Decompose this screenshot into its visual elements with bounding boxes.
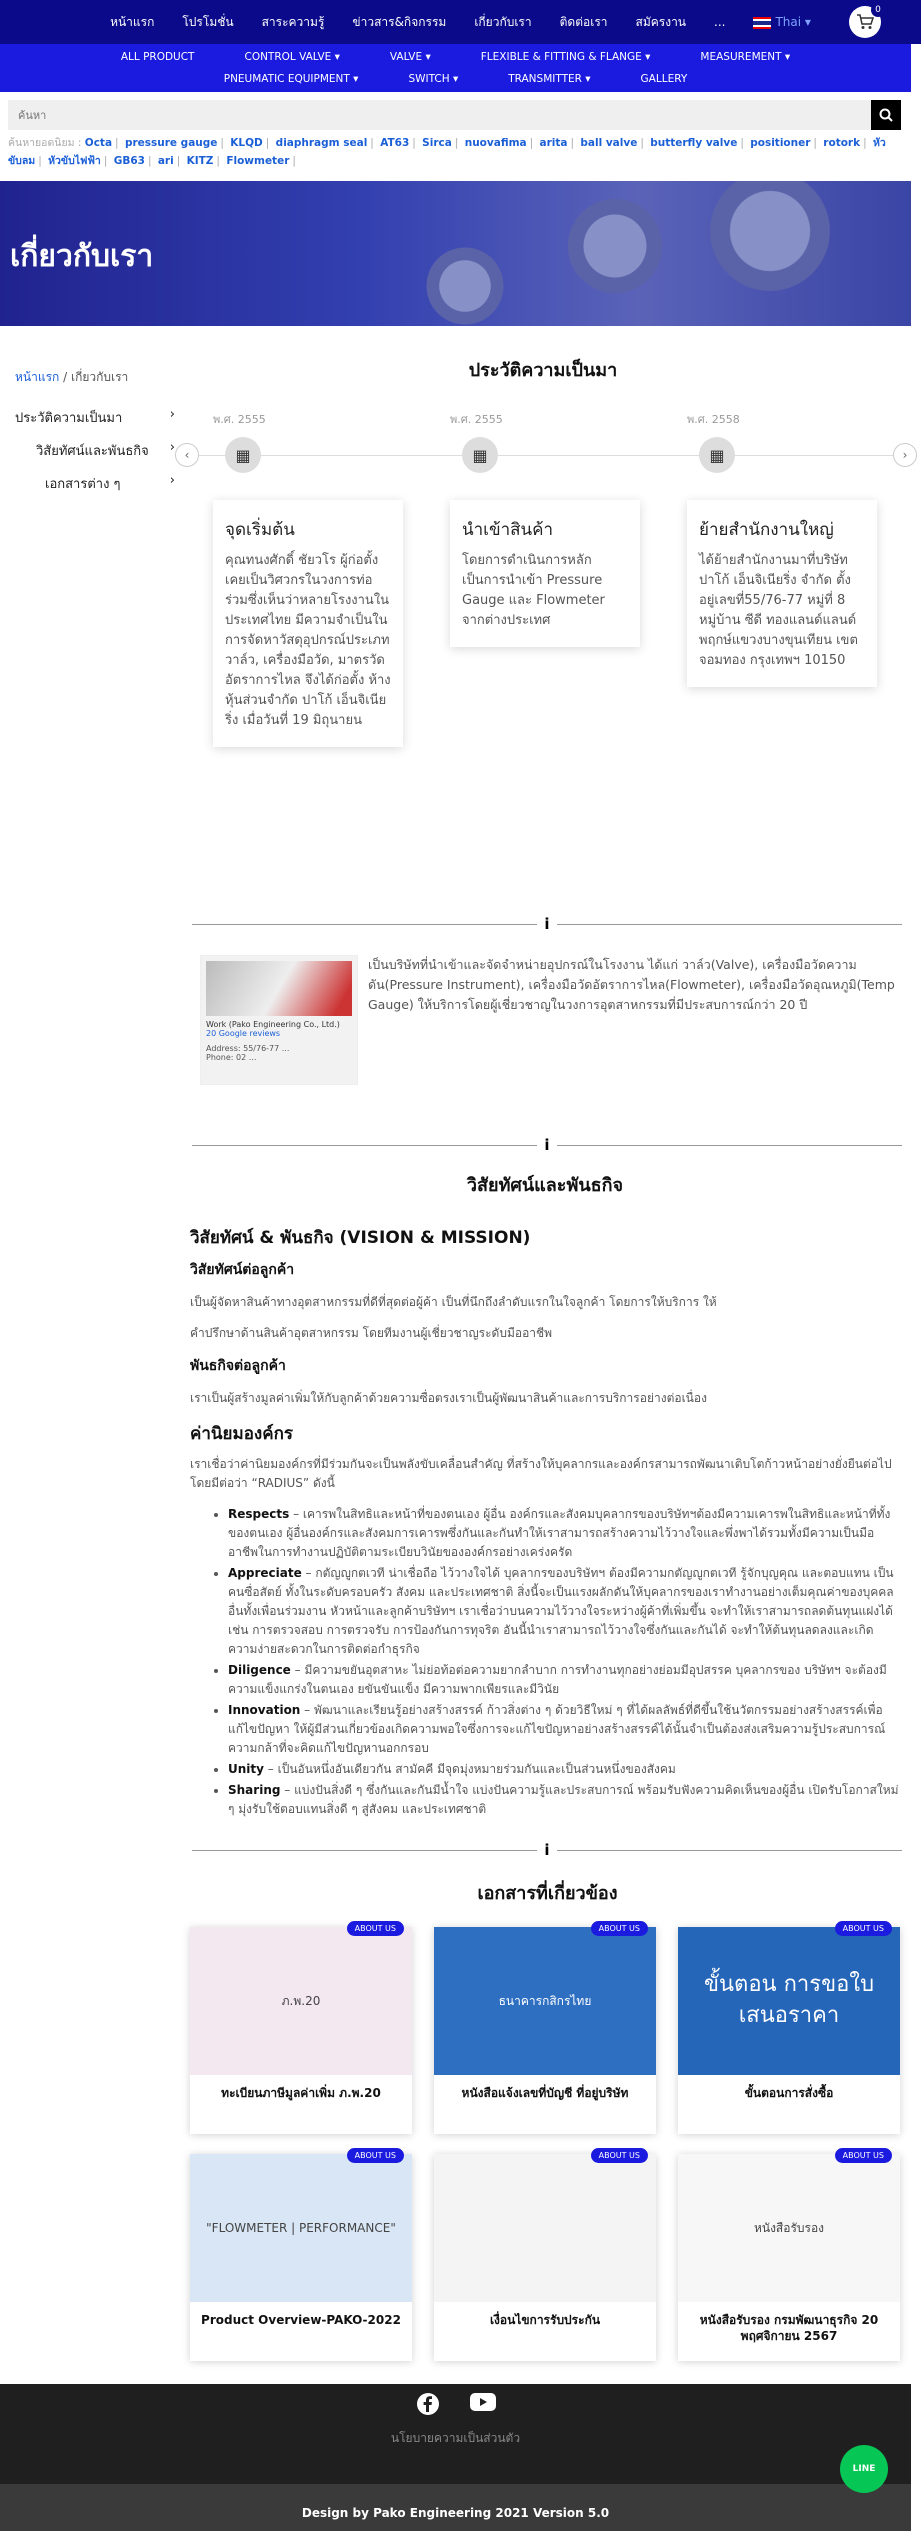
tag-separator: | (216, 155, 220, 167)
tag-separator: | (103, 155, 108, 167)
footer (0, 2384, 911, 2531)
sidebar-item-documents[interactable]: เอกสารต่าง ๆ › (45, 473, 175, 492)
thai-flag-icon (753, 17, 771, 29)
calendar-icon: ▦ (699, 437, 735, 473)
chevron-right-icon: › (169, 407, 175, 422)
breadcrumb-current: เกี่ยวกับเรา (70, 370, 129, 384)
nav-about[interactable]: เกี่ยวกับเรา (474, 14, 532, 29)
calendar-icon: ▦ (462, 437, 498, 473)
popular-tag-link[interactable]: Octa (84, 137, 113, 149)
tag-separator: | (115, 137, 119, 149)
document-thumbnail: ธนาคารกสิกรไทย (434, 1927, 656, 2075)
list-item: • Sharing – แบ่งปันสิ่งดี ๆ ซึ่งกันและกันมีน้ำใจ แบ่งปันความรู้และประสบการณ์ พร้อมรับฟังความคิดเห็นของผู้อื่น เปิดรับโอกาสใหม่ ๆ มุ่งรับใช้ตอบแทนสิ่งดี ๆ สู่สังคม และประเทศชาติ (228, 1781, 900, 1819)
timeline-card-title: นำเข้าสินค้า (462, 520, 554, 540)
list-item: • Unity – เป็นอันหนึ่งอันเดียวกัน สามัคคี มีจุดมุ่งหมายร่วมกันและเป็นส่วนหนึ่งของสังคม (228, 1760, 900, 1779)
chevron-right-icon: › (169, 440, 175, 455)
info-icon: i (537, 914, 557, 934)
document-title: ขั้นตอนการสั่งซื้อ (744, 2086, 834, 2100)
popular-tag-link[interactable]: AT63 (380, 137, 410, 149)
vision-heading: วิสัยทัศน์ & พันธกิจ (VISION & MISSION) (190, 1228, 531, 1248)
document-card[interactable] (434, 2151, 656, 2361)
search-bar (8, 100, 901, 130)
popular-tag-link[interactable]: pressure gauge (124, 137, 218, 149)
list-item: • Innovation – พัฒนาและเรียนรู้อย่างสร้างสรรค์ ก้าวสิ่งต่าง ๆ ด้วยวิธีใหม่ ๆ ที่ได้ผลลัพธ์ที่ดีขึ้นใช้นวัตกรรมอย่างสร้างสรรค์เพื่อแก้ไขปัญหา ให้ผู้มีส่วนเกี่ยวข้องเกิดความพอใจซึ่งการจะแก้ไขปัญหาอย่างสร้างสรรค์ได้นั้นจำเป็นต้องส่งเสริมความรู้ประสบการณ์ความกล้าที่จะคิดแก้ไขปัญหานอกกรอบ (228, 1701, 900, 1758)
tag-separator: | (529, 137, 534, 149)
nav-home[interactable]: หน้าแรก (110, 14, 155, 29)
timeline-prev-button[interactable] (175, 443, 199, 467)
about-us-badge: ABOUT US (835, 1921, 892, 1936)
values-list (228, 1505, 900, 1819)
cart-icon (856, 14, 874, 30)
nav-contact[interactable]: ติดต่อเรา (559, 14, 608, 29)
copyright: Design by Pako Engineering 2021 Version 5.0 (301, 2506, 610, 2520)
tag-separator: | (265, 137, 270, 149)
tag-separator: | (813, 137, 817, 149)
category-bar (0, 44, 911, 92)
sidebar (15, 368, 175, 506)
timeline-card-title: จุดเริ่มต้น (225, 520, 295, 540)
document-thumbnail: หนังสือรับรอง (678, 2154, 900, 2302)
cat-valve[interactable]: VALVE ▾ (389, 51, 431, 63)
popular-searches (0, 130, 905, 174)
privacy-policy-link[interactable]: นโยบายความเป็นส่วนตัว (390, 2431, 521, 2445)
cat-control-valve[interactable]: CONTROL VALVE ▾ (244, 51, 340, 63)
timeline-card-body: คุณทนงศักดิ์ ชัยวโร ผู้ก่อตั้งเคยเป็นวิศวกรในวงการท่อร่วมซึ่งเห็นว่าหลายโรงงานในประเทศไทย มีความจำเป็นในการจัดหาวัสดุอุปกรณ์ประเภทวาล์ว, เครื่องมือวัด, มาตรวัดอัตราการไหล จึงได้ก่อตั้ง ห้างหุ้นส่วนจำกัด ปาโก้ เอ็นจิเนียริ่ง เมื่อวันที่ 19 มิถุนายน (225, 553, 391, 728)
document-title: ทะเบียนภาษีมูลค่าเพิ่ม ภ.พ.20 (221, 2086, 381, 2100)
timeline-card-title: ย้ายสำนักงานใหญ่ (699, 520, 834, 540)
top-nav (0, 0, 921, 44)
facebook-icon[interactable] (416, 2392, 440, 2416)
values-intro: เราเชื่อว่าค่านิยมองค์กรที่มีร่วมกันจะเป็นพลังขับเคลื่อนสำคัญ ที่สร้างให้บุคลากรและองค์กรสามารถพัฒนาเติบโตก้าวหน้าอย่างยั่งยืนต่อไป โดยมีต่อว่า “RADIUS” ดังนี้ (190, 1457, 892, 1490)
line-chat-button[interactable] (840, 2445, 888, 2493)
list-item: • Respects – เคารพในสิทธิและหน้าที่ของตนเอง ผู้อื่น องค์กรและสังคมบุคลากรของบริษัทฯต้องมีความเคารพในสิทธิและหน้าที่ทั้งของตนเอง ผู้อื่นองค์กรและสังคมการเคารพซึ่งกันและกันทำให้เราสามารถสร้างความไว้วางใจและพึ่งพาได้รวมทั้งมีความเป็นมืออาชีพในการทำงานปฏิบัติตามระเบียบวินัยขององค์กรอย่างเคร่งครัด (228, 1505, 900, 1562)
cat-gallery[interactable]: GALLERY (640, 73, 688, 85)
nav-news[interactable]: ข่าวสาร&กิจกรรม (352, 14, 447, 29)
sidebar-item-history[interactable]: ประวัติความเป็นมา › (15, 407, 175, 426)
timeline-card (450, 500, 640, 647)
bolt-image (420, 241, 510, 326)
nav-promotion[interactable]: โปรโมชั่น (182, 14, 234, 29)
documents-title: เอกสารที่เกี่ยวข้อง (477, 1883, 618, 1904)
tag-separator: | (454, 137, 459, 149)
hero-banner (0, 181, 911, 326)
document-thumbnail: "FLOWMETER | PERFORMANCE" (190, 2154, 412, 2302)
timeline-card (213, 500, 403, 747)
list-item: • Diligence – มีความขยันอุตสาหะ ไม่ย่อท้อต่อความยากลำบาก การทำงานทุกอย่างย่อมมีอุปสรรค บุคลากรของ บริษัทฯ จะต้องมีความแข็งแกร่งในตนเอง ยขันขันแข็ง มีความพากเพียรและมีวินัย (228, 1661, 900, 1699)
sidebar-item-vision[interactable]: วิสัยทัศน์และพันธกิจ › (36, 440, 175, 459)
customer-vision-heading: วิสัยทัศน์ต่อลูกค้า (190, 1262, 295, 1278)
timeline-line (175, 455, 905, 456)
tag-separator: | (147, 155, 152, 167)
language-switcher[interactable]: Thai ▾ (753, 15, 810, 29)
popular-label: ค้นหายอดนิยม : (8, 137, 82, 149)
popular-tag-link[interactable]: Sirca (422, 137, 452, 149)
customer-vision-text: เป็นผู้จัดหาสินค้าทางอุตสาหกรรมที่ดีที่สุดต่อผู้ค้า เป็นที่นึกถึงลำดับแรกในใจลูกค้า โดยการให้บริการ ให้ (190, 1295, 717, 1309)
document-thumbnail (434, 2154, 656, 2302)
document-thumbnail: ขั้นตอน การขอใบเสนอราคา (678, 1927, 900, 2075)
popular-tag-link[interactable]: ball valve (580, 137, 638, 149)
tag-separator: | (370, 137, 374, 149)
document-title: เงื่อนไขการรับประกัน (489, 2313, 601, 2327)
popular-tag-link[interactable]: Flowmeter (226, 155, 290, 167)
document-card[interactable] (678, 1924, 900, 2134)
tag-separator: | (863, 137, 867, 149)
company-map-image: Work (Pako Engineering Co., Ltd.) 20 Google reviews Address: 55/76-77 ... Phone: 02 ... (200, 955, 358, 1085)
youtube-icon[interactable] (470, 2392, 496, 2412)
calendar-icon: ▦ (225, 437, 261, 473)
document-card[interactable] (678, 2151, 900, 2361)
tag-separator: | (220, 137, 224, 149)
tag-separator: | (176, 155, 181, 167)
sidebar-menu (15, 407, 175, 494)
timeline-card-body: ได้ย้ายสำนักงานมาที่บริษัท ปาโก้ เอ็นจิเนียริ่ง จำกัด ตั้งอยู่เลขที่55/76-77 หมู่ที่ 8 หมู่บ้าน ซีดี ทองแลนด์แลนด์พฤกษ์แขวงบางขุนเทียน เขตจอมทอง กรุงเทพฯ 10150 (699, 553, 858, 668)
timeline-next-button[interactable] (893, 443, 917, 467)
bolt-image (700, 181, 840, 301)
cat-flexible[interactable]: FLEXIBLE & FITTING & FLANGE ▾ (480, 51, 651, 63)
popular-tag-link[interactable]: หัวขับไฟฟ้า (48, 155, 101, 167)
popular-tag-link[interactable]: diaphragm seal (275, 137, 368, 149)
timeline-date: พ.ศ. 2555 (213, 413, 266, 426)
popular-tag-link[interactable]: หัวขับลม (8, 137, 886, 167)
list-item: • Appreciate – กตัญญูกตเวที น่าเชื่อถือ ไว้วางใจได้ บุคลากรของบริษัทฯ ต้องมีความกตัญญูกตเวที รู้จักบุญคุณ และตอบแทน เป็นคนซื่อสัตย์ ทั้งในระดับครอบครัว สังคม และประเทศชาติ สิ่งนี้จะเป็นแรงผลักดันให้บุคลากรของเราทำงานอย่างเต็มคุณค่าของบุคคลอื่นทั้งเพื่อนร่วมงาน หัวหน้าและลูกค้าบริษัทฯ เราเชื่อว่าบนความไว้วางใจระหว่างผู้ค้าที่เพิ่มขึ้น จะทำให้เราสามารถลดต้นทุนแฝงได้ เช่น การตรวจสอบ การตรวจรับ การป้องกันการทุจริต อันนี้นำเราสามารถไว้วางใจซึ่งกันและกันได้ จะทำให้ต้นทุนลดลงและเกิดความง่ายสะดวกในการติดต่อกำธุรกิจ (228, 1564, 900, 1659)
cat-switch[interactable]: SWITCH ▾ (408, 73, 459, 85)
nav-careers[interactable]: สมัครงาน (635, 14, 687, 29)
document-card[interactable] (434, 1924, 656, 2134)
popular-tag-link[interactable]: arita (539, 137, 568, 149)
vision-mission-section (190, 1170, 900, 1821)
timeline-card-body: โดยการดำเนินการหลักเป็นการนำเข้า Pressure Gauge และ Flowmeter จากต่างประเทศ (462, 553, 605, 628)
social-icons (0, 2392, 911, 2416)
tag-separator: | (640, 137, 644, 149)
about-us-badge: ABOUT US (835, 2148, 892, 2163)
about-us-badge: ABOUT US (591, 2148, 648, 2163)
popular-tag-link[interactable]: GB63 (113, 155, 145, 167)
tag-separator: | (38, 155, 42, 167)
line-icon: LINE (852, 2464, 876, 2474)
values-heading: ค่านิยมองค์กร (190, 1424, 294, 1444)
popular-tag-link[interactable]: butterfly valve (650, 137, 738, 149)
search-icon (879, 108, 893, 122)
cat-pneumatic[interactable]: PNEUMATIC EQUIPMENT ▾ (223, 73, 359, 85)
tag-separator: | (570, 137, 575, 149)
about-section (200, 955, 900, 1085)
popular-tag-link[interactable]: ari (157, 155, 174, 167)
breadcrumb-home[interactable]: หน้าแรก (15, 370, 60, 384)
search-input[interactable] (8, 100, 871, 130)
bolt-image (560, 191, 670, 301)
tag-separator: | (292, 155, 296, 167)
tag-separator: | (412, 137, 416, 149)
breadcrumb: หน้าแรก / เกี่ยวกับเรา (15, 370, 129, 384)
about-us-badge: ABOUT US (347, 1921, 404, 1936)
about-text: เป็นบริษัทที่นำเข้าและจัดจำหน่ายอุปกรณ์ในโรงงาน ได้แก่ วาล์ว(Valve), เครื่องมือวัดความดัน(Pressure Instrument), เครื่องมือวัดอัตราการไหล(Flowmeter), เครื่องมือวัดอุณหภูมิ(Temp Gauge) ให้บริการโดยผู้เชี่ยวชาญในวงการอุตสาหกรรมที่มีประสบการณ์กว่า 20 ปี (368, 957, 895, 1012)
timeline-card (687, 500, 877, 687)
timeline-date: พ.ศ. 2558 (687, 413, 740, 426)
history-timeline (175, 355, 921, 728)
document-title: หนังสือรับรอง กรมพัฒนาธุรกิจ 20 พฤศจิกายน 2567 (699, 2313, 879, 2343)
page-title: เกี่ยวกับเรา (10, 239, 154, 274)
popular-tag-link[interactable]: KLQD (230, 137, 263, 149)
document-title: Product Overview-PAKO-2022 (201, 2313, 401, 2327)
info-icon: i (537, 1135, 557, 1155)
popular-tag-link[interactable]: nuovafima (464, 137, 527, 149)
info-icon: i (537, 1840, 557, 1860)
history-title: ประวัติความเป็นมา (468, 360, 618, 381)
chevron-right-icon: › (169, 473, 175, 488)
popular-tag-link[interactable]: positioner (750, 137, 811, 149)
cat-measurement[interactable]: MEASUREMENT ▾ (700, 51, 791, 63)
nav-more[interactable]: ... (714, 15, 726, 29)
nav-knowledge[interactable]: สาระความรู้ (261, 14, 325, 29)
vision-section-title: วิสัยทัศน์และพันธกิจ (466, 1175, 624, 1196)
cart-count-badge: 0 (871, 3, 885, 17)
document-thumbnail: ภ.พ.20 (190, 1927, 412, 2075)
document-card[interactable] (190, 1924, 412, 2134)
search-button[interactable] (871, 100, 901, 130)
chevron-right-icon: › (902, 448, 908, 462)
popular-tag-link[interactable]: rotork (823, 137, 861, 149)
popular-tag-link[interactable]: KITZ (186, 155, 214, 167)
mission-text: เราเป็นผู้สร้างมูลค่าเพิ่มให้กับลูกค้าด้วยความซื่อตรงเราเป็นผู้พัฒนาสินค้าและการบริการอย่างต่อเนื่อง (190, 1391, 707, 1405)
about-us-badge: ABOUT US (591, 1921, 648, 1936)
cat-transmitter[interactable]: TRANSMITTER ▾ (508, 73, 591, 85)
about-us-badge: ABOUT US (347, 2148, 404, 2163)
customer-vision-text: คำปรึกษาด้านสินค้าอุตสาหกรรม โดยทีมงานผู้เชี่ยวชาญระดับมืออาชีพ (190, 1326, 553, 1340)
document-card[interactable] (190, 2151, 412, 2361)
tag-separator: | (740, 137, 744, 149)
documents-grid (190, 1924, 905, 2361)
documents-section (190, 1878, 905, 2361)
document-title: หนังสือแจ้งเลขที่บัญชี ที่อยู่บริษัท (461, 2086, 629, 2100)
mission-heading: พันธกิจต่อลูกค้า (190, 1358, 286, 1374)
cat-all-product[interactable]: ALL PRODUCT (120, 51, 195, 63)
chevron-left-icon: ‹ (184, 448, 190, 462)
cart-button[interactable] (849, 6, 881, 38)
timeline-date: พ.ศ. 2555 (450, 413, 503, 426)
